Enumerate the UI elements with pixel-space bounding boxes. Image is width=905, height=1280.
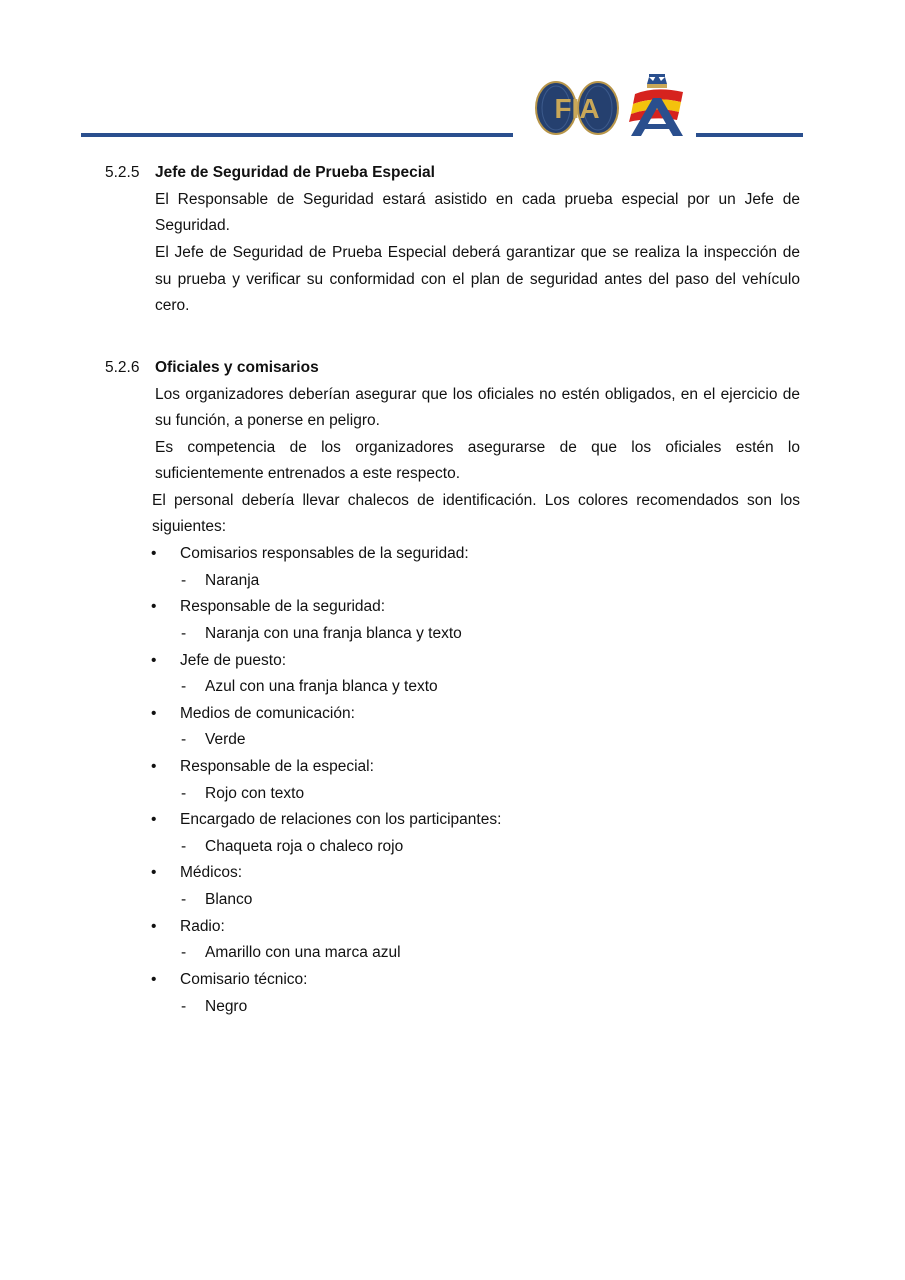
section-heading-5-2-6: Oficiales y comisarios — [155, 359, 319, 376]
bullet-marker: • — [151, 758, 157, 775]
header-rule-left — [81, 133, 513, 137]
paragraph-line: Los organizadores deberían asegurar que los oficiales no estén obligados, en el ejercicio de — [155, 386, 800, 403]
list-item-role: Radio: — [180, 918, 225, 935]
dash-marker: - — [181, 731, 187, 748]
section-number-5-2-6: 5.2.6 — [105, 359, 140, 376]
bullet-marker: • — [151, 705, 157, 722]
dash-marker: - — [181, 998, 187, 1015]
paragraph-line: su función, a ponerse en peligro. — [155, 412, 380, 429]
list-item-color: Rojo con texto — [205, 785, 305, 802]
list-item-role: Encargado de relaciones con los participantes: — [180, 811, 502, 828]
section-number-5-2-5: 5.2.5 — [105, 164, 140, 181]
bullet-marker: • — [151, 598, 157, 615]
list-item-role: Jefe de puesto: — [180, 652, 286, 669]
dash-marker: - — [181, 891, 187, 908]
list-item-color: Naranja con una franja blanca y texto — [205, 625, 462, 642]
paragraph-line: cero. — [155, 297, 190, 314]
bullet-marker: • — [151, 864, 157, 881]
paragraph-line: El Jefe de Seguridad de Prueba Especial deberá garantizar que se realiza la inspección de — [155, 244, 800, 261]
dash-marker: - — [181, 838, 187, 855]
list-item-role: Comisario técnico: — [180, 971, 308, 988]
rfea-logo — [625, 70, 690, 138]
list-item-color: Negro — [205, 998, 248, 1015]
dash-marker: - — [181, 785, 187, 802]
list-item-color: Verde — [205, 731, 246, 748]
paragraph-line: su prueba y verificar su conformidad con el plan de seguridad antes del paso del vehículo — [155, 271, 800, 288]
dash-marker: - — [181, 625, 187, 642]
dash-marker: - — [181, 944, 187, 961]
list-item-color: Blanco — [205, 891, 253, 908]
bullet-marker: • — [151, 811, 157, 828]
list-item-role: Médicos: — [180, 864, 243, 881]
bullet-marker: • — [151, 652, 157, 669]
dash-marker: - — [181, 678, 187, 695]
paragraph-line: El Responsable de Seguridad estará asistido en cada prueba especial por un Jefe de — [155, 191, 800, 208]
dash-marker: - — [181, 572, 187, 589]
paragraph-line: suficientemente entrenados a este respecto. — [155, 465, 461, 482]
paragraph-line: Seguridad. — [155, 217, 230, 234]
list-item-role: Responsable de la especial: — [180, 758, 374, 775]
list-item-color: Naranja — [205, 572, 260, 589]
paragraph-line: Es competencia de los organizadores asegurarse de que los oficiales estén lo — [155, 439, 800, 456]
header-rule-right — [696, 133, 803, 137]
bullet-marker: • — [151, 971, 157, 988]
list-item-color: Amarillo con una marca azul — [205, 944, 401, 961]
list-item-role: Responsable de la seguridad: — [180, 598, 386, 615]
fia-logo — [535, 80, 619, 136]
fia-logo-text: FIA — [554, 93, 600, 124]
bullet-marker: • — [151, 918, 157, 935]
list-item-color: Chaqueta roja o chaleco rojo — [205, 838, 404, 855]
list-item-role: Medios de comunicación: — [180, 705, 355, 722]
list-item-color: Azul con una franja blanca y texto — [205, 678, 438, 695]
list-item-role: Comisarios responsables de la seguridad: — [180, 545, 469, 562]
paragraph-line: siguientes: — [152, 518, 227, 535]
paragraph-line: El personal debería llevar chalecos de identificación. Los colores recomendados son los — [152, 492, 800, 509]
bullet-marker: • — [151, 545, 157, 562]
section-heading-5-2-5: Jefe de Seguridad de Prueba Especial — [155, 164, 435, 181]
